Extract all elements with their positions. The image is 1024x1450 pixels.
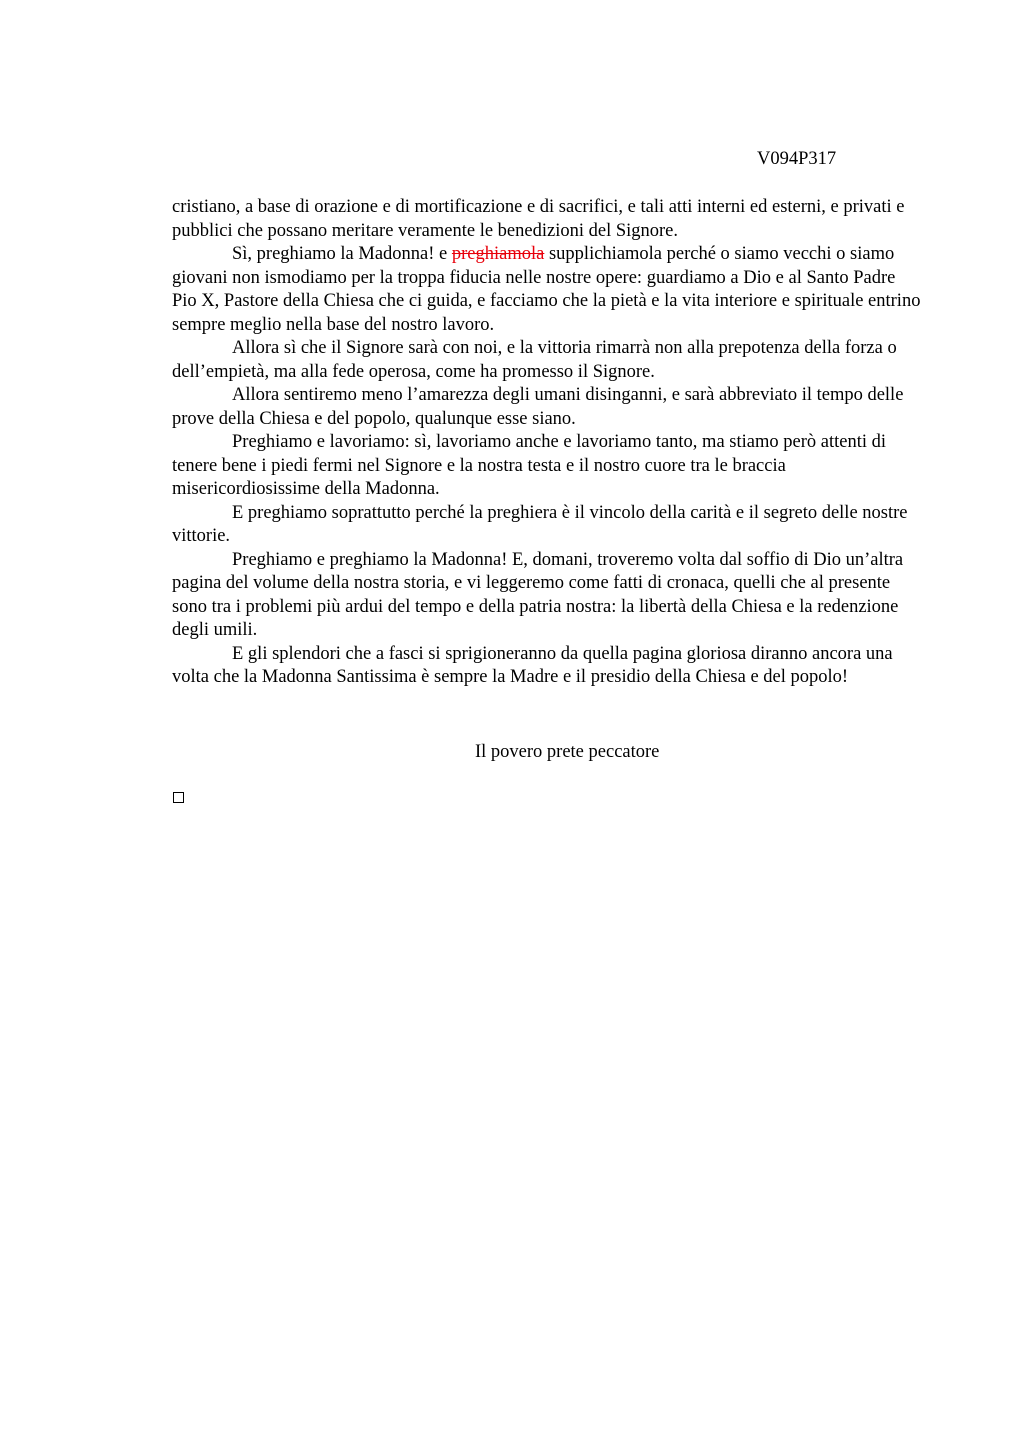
paragraph-2 xyxy=(172,243,924,337)
paragraph-1: cristiano, a base di orazione e di mortificazione e di sacrifici, e tali atti interni ed esterni, e privati e pubblici che possano meritare veramente le benedizioni del Signore. xyxy=(172,197,905,241)
paragraph-4: Allora sentiremo meno l’amarezza degli umani disinganni, e sarà abbreviato il tempo delle prove della Chiesa e del popolo, qualunque esse siano. xyxy=(172,385,904,429)
paragraph-7: Preghiamo e preghiamo la Madonna! E, domani, troveremo volta dal soffio di Dio un’altra pagina del volume della nostra storia, e vi leggeremo come fatti di cronaca, quelli che al presente sono tra i problemi più ardui del tempo e della patria nostra: la libertà della Chiesa e la redenzione degli umili. xyxy=(172,549,904,640)
paragraph-2-text-end: supplichiamola perché o siamo vecchi o siamo giovani non ismodiamo per la troppa fiducia nelle nostre opere: guardiamo a Dio e al Santo Padre Pio X, Pastore della Chiesa che ci guida, e facciamo che la pietà e la vita interiore e spirituale entrino sempre meglio nella base del nostro lavoro. xyxy=(172,244,921,335)
paragraph-8: E gli splendori che a fasci si sprigioneranno da quella pagina gloriosa diranno ancora una volta che la Madonna Santissima è sempre la Madre e il presidio della Chiesa e del popolo! xyxy=(172,643,893,687)
body-text xyxy=(172,196,924,690)
paragraph-3: Allora sì che il Signore sarà con noi, e la vittoria rimarrà non alla prepotenza della forza o dell’empietà, ma alla fede operosa, come ha promesso il Signore. xyxy=(172,338,897,382)
page-identifier: V094P317 xyxy=(757,149,837,169)
paragraph-5: Preghiamo e lavoriamo: sì, lavoriamo anche e lavoriamo tanto, ma stiamo però attenti di tenere bene i piedi fermi nel Signore e la nostra testa e il nostro cuore tra le braccia misericordiosissime della Madonna. xyxy=(172,432,886,499)
signature: Il povero prete peccatore xyxy=(475,742,660,762)
paragraph-6: E preghiamo soprattutto perché la preghiera è il vincolo della carità e il segreto delle nostre vittorie. xyxy=(172,502,908,546)
struck-through-word: preghiamola xyxy=(451,244,545,264)
empty-square-icon xyxy=(173,792,184,803)
paragraph-2-text-start: Sì, preghiamo la Madonna! e xyxy=(232,244,452,264)
